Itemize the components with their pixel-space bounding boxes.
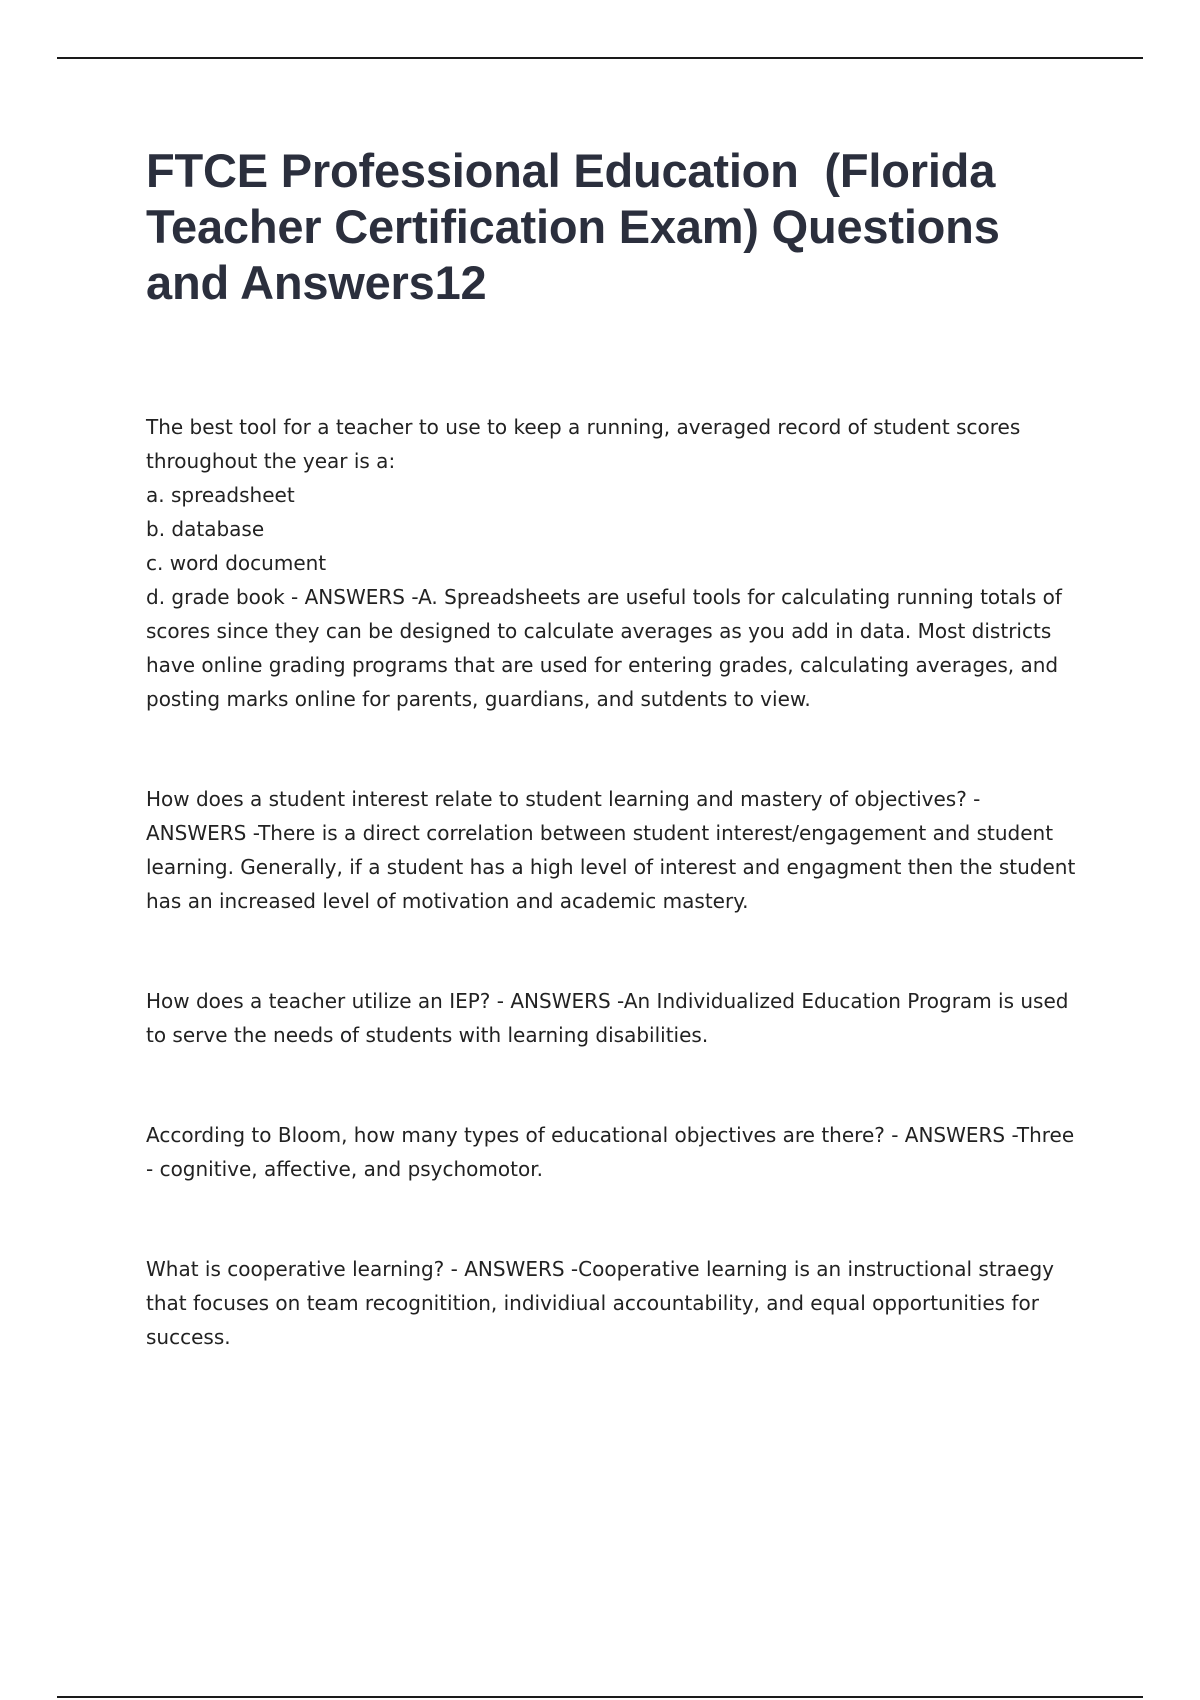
qa-option-c: c. word document (146, 551, 327, 575)
bottom-rule (57, 1696, 1143, 1698)
qa-content (146, 410, 1076, 1420)
qa-text: How does a teacher utilize an IEP? - ANSWERS -An Individualized Education Program is used to serve the needs of students with learning disabilities. (146, 989, 1069, 1047)
qa-question: The best tool for a teacher to use to keep a running, averaged record of student scores throughout the year is a: (146, 415, 1021, 473)
qa-item-3 (146, 984, 1076, 1052)
qa-item-2 (146, 782, 1076, 918)
top-rule (57, 57, 1143, 59)
qa-option-b: b. database (146, 517, 265, 541)
page-title: FTCE Professional Education (Florida Teacher Certification Exam) Questions and Answers12 (146, 144, 1013, 309)
qa-option-a: a. spreadsheet (146, 483, 295, 507)
qa-text: According to Bloom, how many types of educational objectives are there? - ANSWERS -Three - cognitive, affective, and psychomotor. (146, 1123, 1075, 1181)
qa-option-d-answer: d. grade book - ANSWERS -A. Spreadsheets are useful tools for calculating running totals of scores since they can be designed to calculate averages as you add in data. Most districts have online grading programs that are used for entering grades, calculating averages, and posting marks online for parents, guardians, and sutdents to view. (146, 585, 1062, 711)
qa-item-1 (146, 410, 1076, 716)
qa-text: How does a student interest relate to student learning and mastery of objectives? - ANSWERS -There is a direct correlation between student interest/engagement and student learning. Generally, if a student has a high level of interest and engagment then the student has an increased level of motivation and academic mastery. (146, 787, 1076, 913)
qa-item-4 (146, 1118, 1076, 1186)
qa-text: What is cooperative learning? - ANSWERS -Cooperative learning is an instructional straegy that focuses on team recognitition, individiual accountability, and equal opportunities for success. (146, 1257, 1054, 1349)
qa-item-5 (146, 1252, 1076, 1354)
